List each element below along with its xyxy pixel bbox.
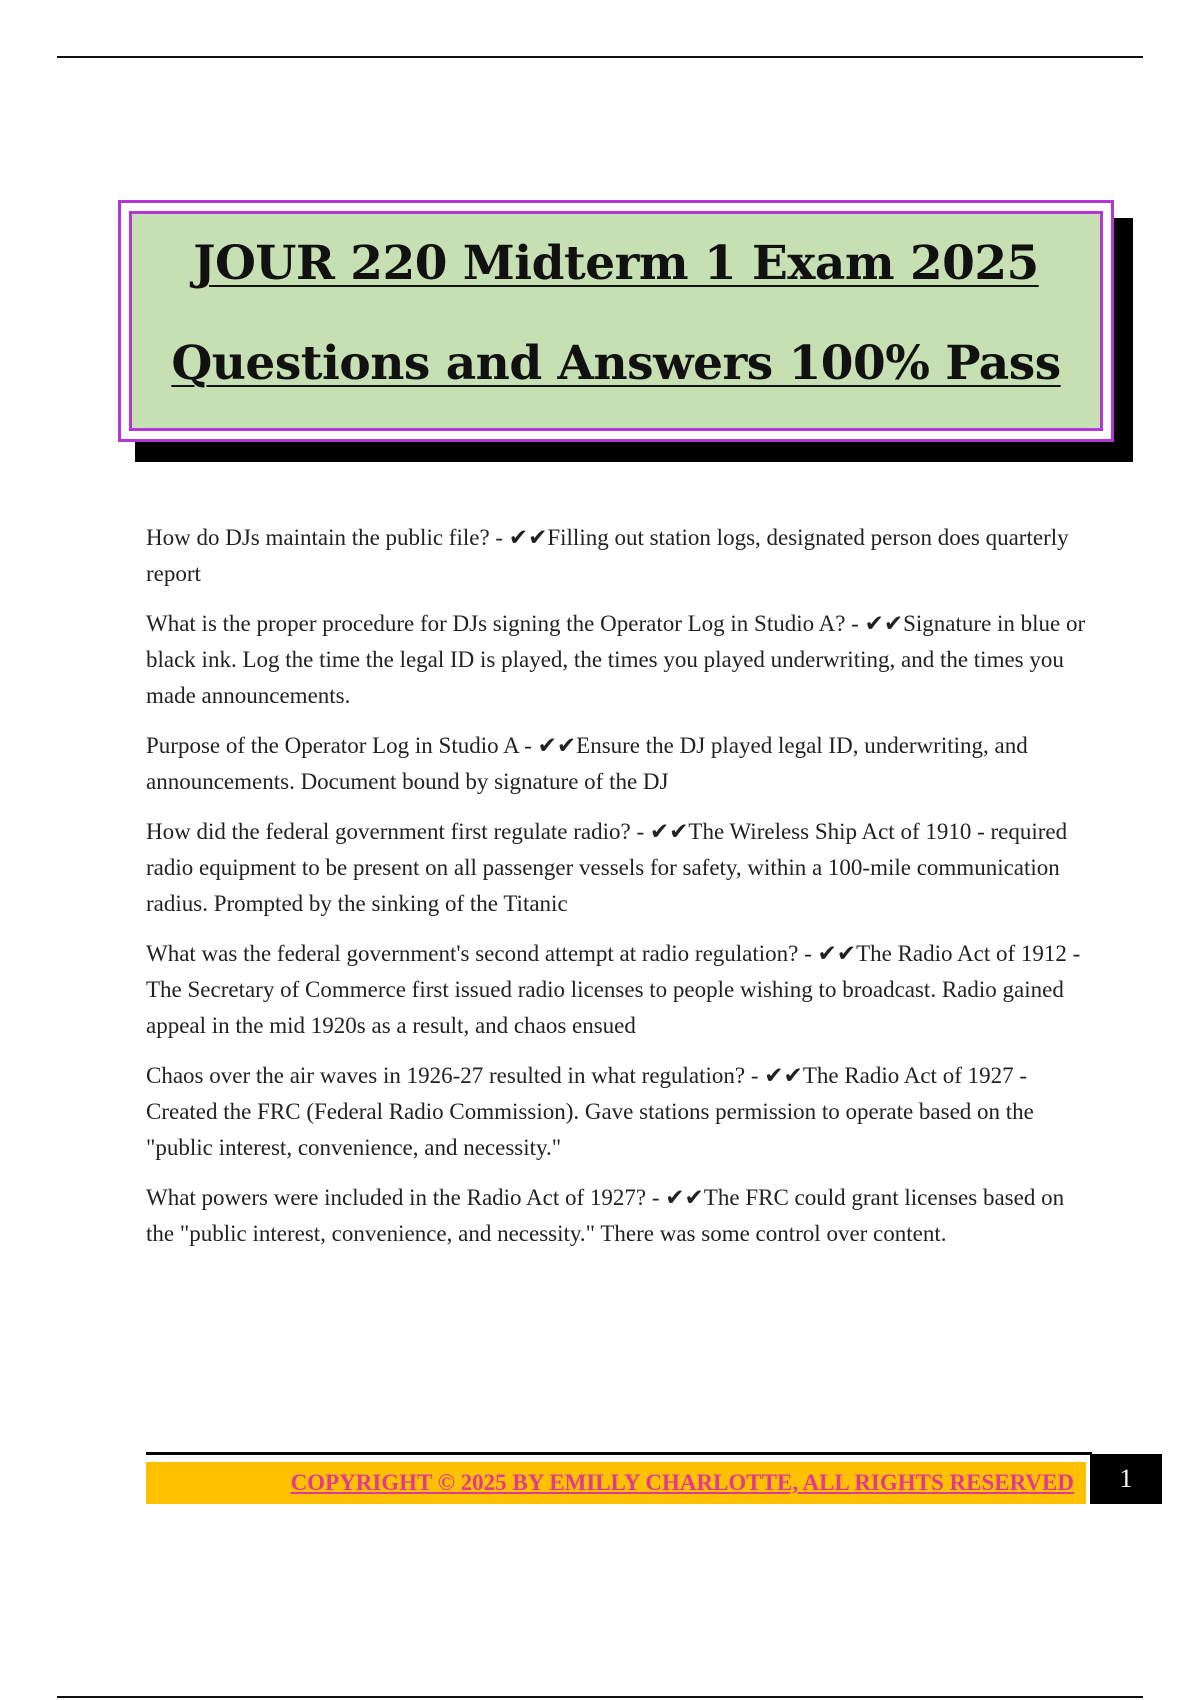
title-box: [118, 200, 1114, 442]
qa-item: What was the federal government's second attempt at radio regulation? - ✔✔The Radio Act of 1912 - The Secretary of Commerce first issued radio licenses to people wishing to broadcast. Radio gained appeal in the mid 1920s as a result, and chaos ensued: [146, 941, 1081, 1038]
bottom-rule: [57, 1696, 1143, 1698]
qa-item: What is the proper procedure for DJs signing the Operator Log in Studio A? - ✔✔Signature in blue or black ink. Log the time the legal ID is played, the times you played underwriting, and the times you made announcements.: [146, 611, 1086, 708]
page-number: 1: [1090, 1454, 1162, 1504]
footer-band: [146, 1462, 1086, 1504]
top-rule: [57, 56, 1143, 58]
title-box-inner: [129, 211, 1103, 431]
copyright-notice: COPYRIGHT © 2025 BY EMILLY CHARLOTTE, ALL RIGHTS RESERVED: [290, 1470, 1074, 1495]
document-title-line-2: Questions and Answers 100% Pass: [171, 336, 1061, 391]
qa-list: [146, 520, 1086, 1266]
qa-item: How do DJs maintain the public file? - ✔✔Filling out station logs, designated person does quarterly report: [146, 525, 1069, 586]
qa-item: How did the federal government first regulate radio? - ✔✔The Wireless Ship Act of 1910 - required radio equipment to be present on all passenger vessels for safety, within a 100-mile communication radius. Prompted by the sinking of the Titanic: [146, 819, 1068, 916]
qa-item: What powers were included in the Radio Act of 1927? - ✔✔The FRC could grant licenses based on the "public interest, convenience, and necessity." There was some control over content.: [146, 1185, 1065, 1246]
qa-item: Purpose of the Operator Log in Studio A - ✔✔Ensure the DJ played legal ID, underwriting, and announcements. Document bound by signature of the DJ: [146, 733, 1028, 794]
document-title-line-1: JOUR 220 Midterm 1 Exam 2025: [193, 236, 1039, 291]
qa-item: Chaos over the air waves in 1926-27 resulted in what regulation? - ✔✔The Radio Act of 1927 - Created the FRC (Federal Radio Commission). Gave stations permission to operate based on the "public interest, convenience, and necessity.": [146, 1063, 1034, 1160]
footer-rule: [146, 1452, 1092, 1455]
